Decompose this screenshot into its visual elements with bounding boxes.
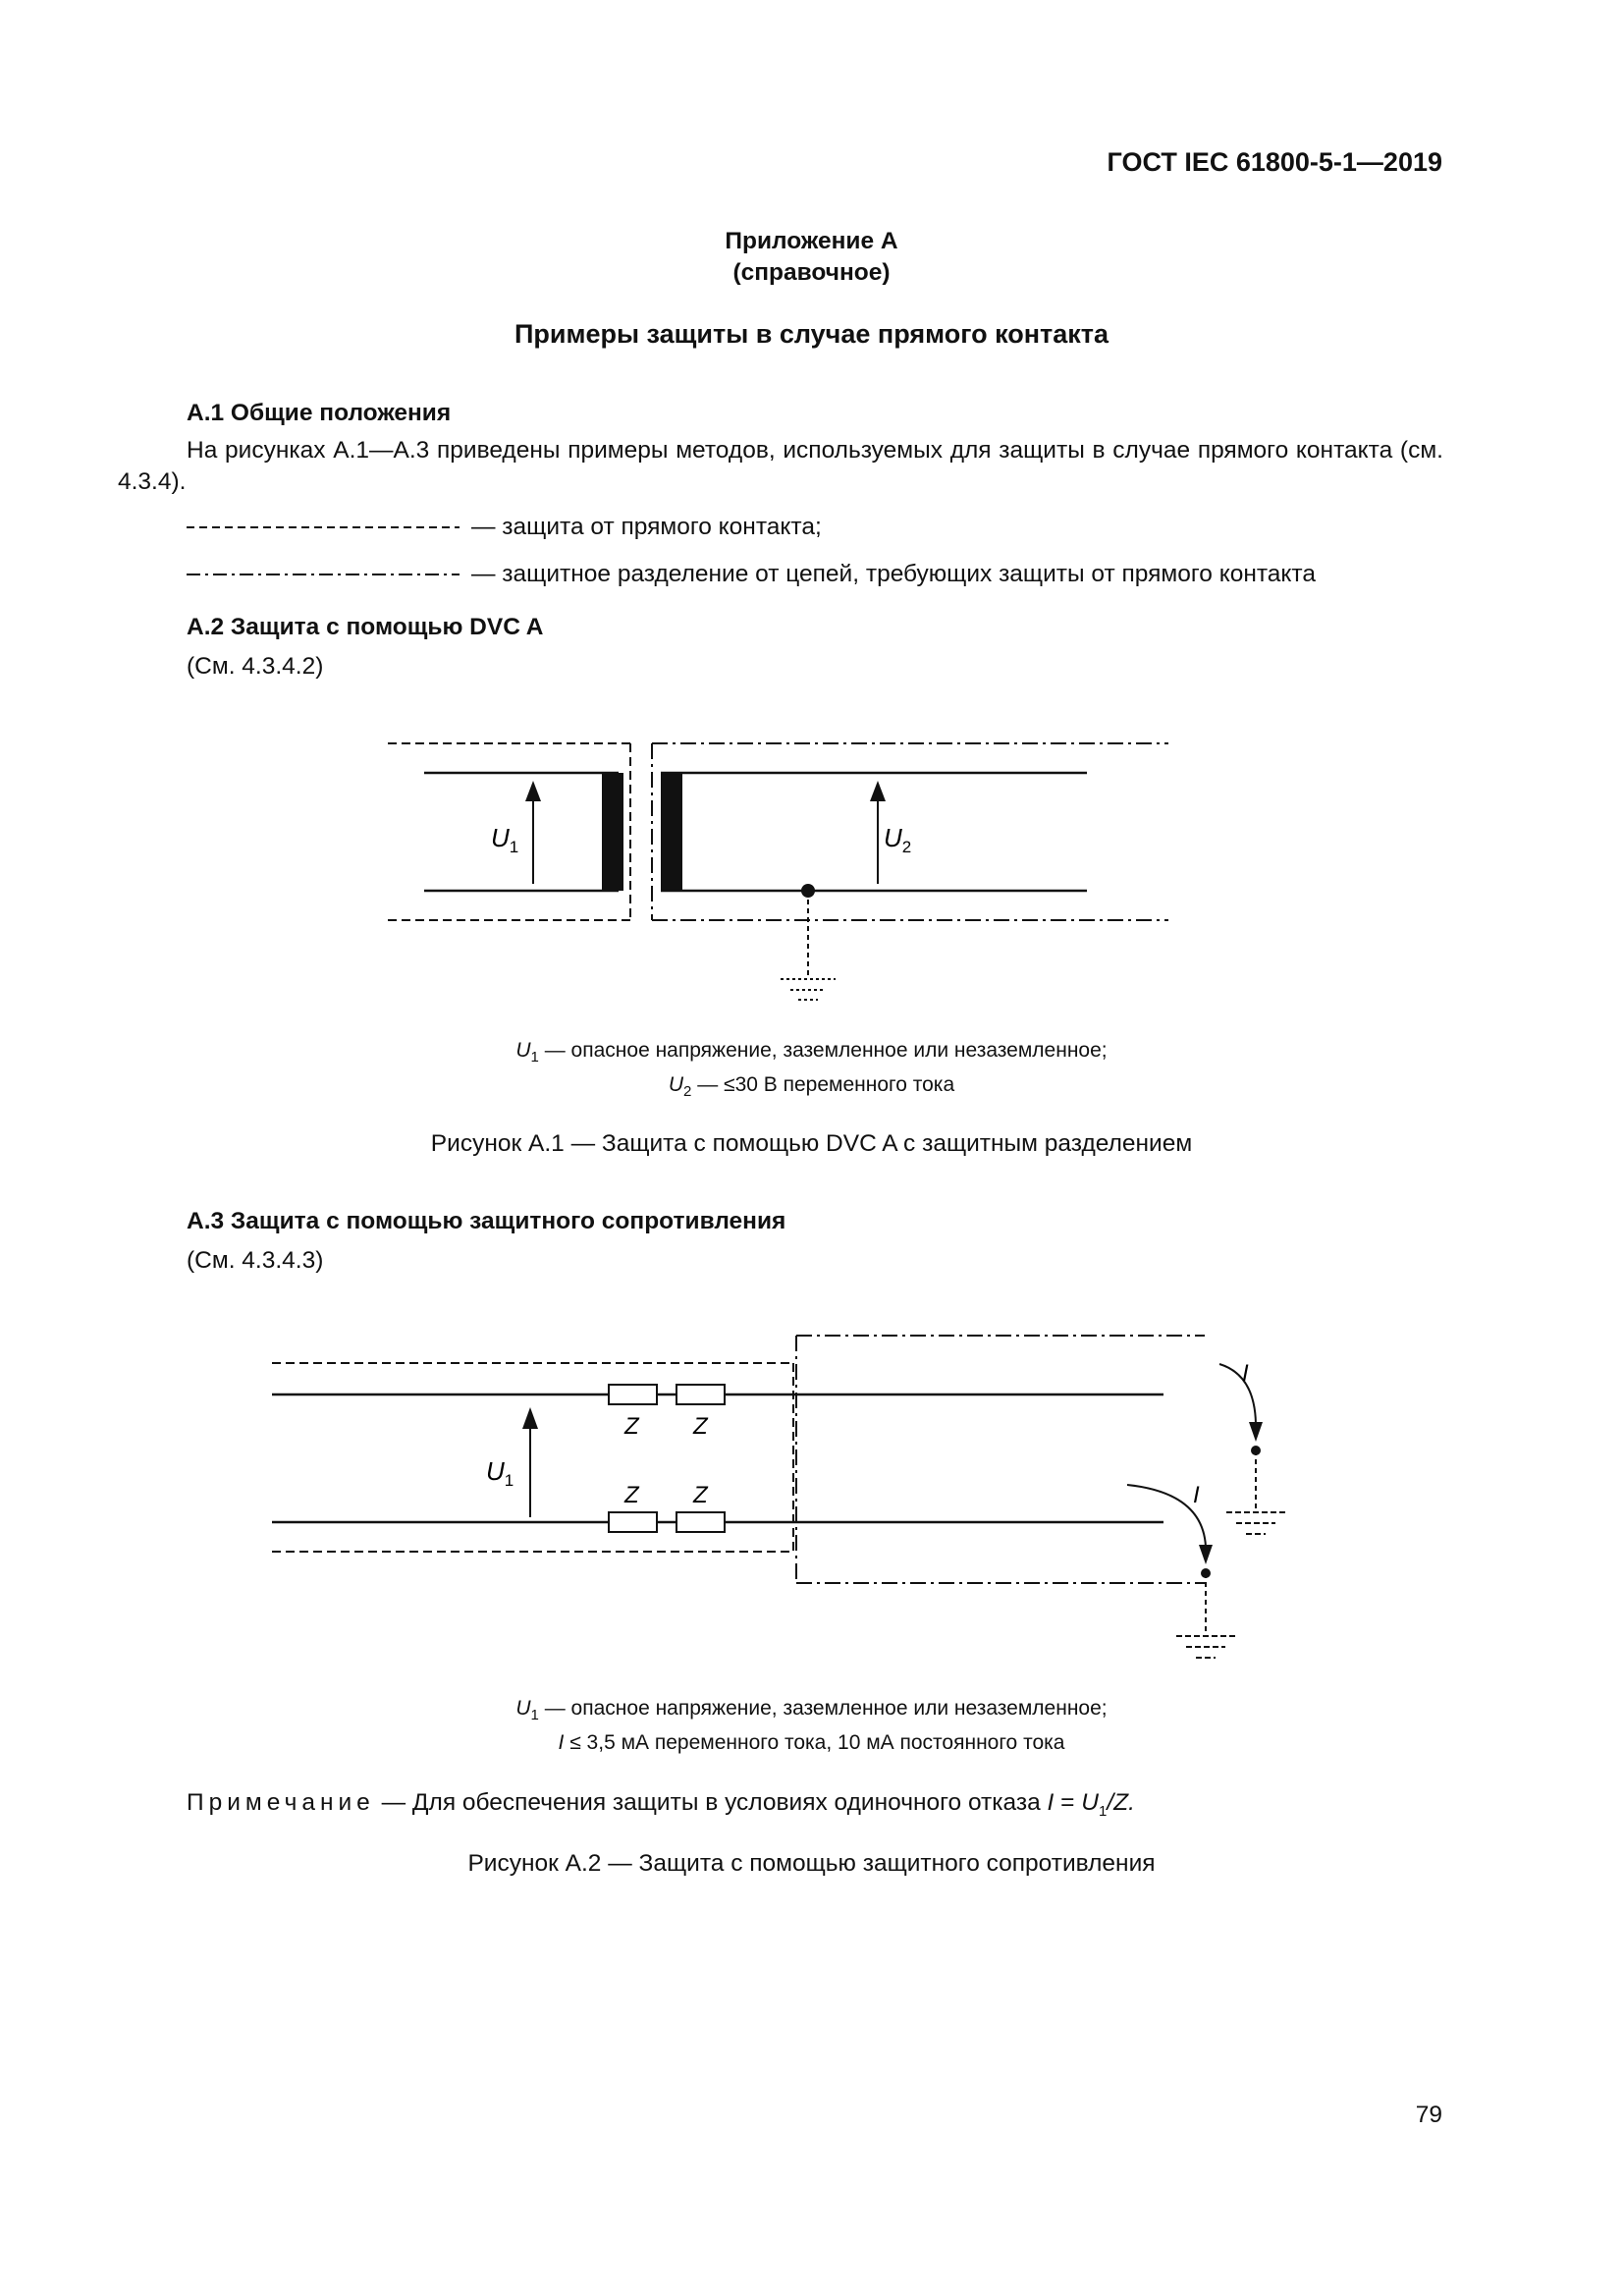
fig2-z-label-1: Z [624,1413,639,1440]
section-a1-text: На рисунках А.1—А.3 приведены примеры методов, используемых для защиты в случае прямого контакта (см. 4.3.4). [118,437,1443,495]
section-a2-heading: А.2 Защита с помощью DVC A [187,614,544,640]
section-a3-ref: (См. 4.3.4.3) [187,1247,324,1274]
fig2-resistor-4 [676,1512,725,1532]
fig2-i-label-1: I [1242,1360,1249,1387]
section-a3-heading: А.3 Защита с помощью защитного сопротивления [187,1208,786,1234]
section-a1-heading: А.1 Общие положения [187,400,452,426]
fig2-resistor-2 [676,1385,725,1404]
section-a2-ref: (См. 4.3.4.2) [187,653,324,680]
page-number: 79 [1415,2102,1442,2128]
fig2-legend-u1: $U_1$ — опасное напряжение, заземленное или незаземленное; [515,1697,1108,1724]
fig1-u2-label: $U_2$ [884,823,912,856]
fig1-legend-u2: $U_2$ — ≤30 В переменного тока [668,1073,955,1101]
fig2-u1-arrowhead [522,1407,538,1429]
fig2-current-arrowhead-2 [1199,1545,1213,1564]
figure-a1-caption: Рисунок А.1 — Защита с помощью DVC A с защитным разделением [430,1130,1193,1157]
fig2-i-label-2: I [1193,1482,1200,1508]
fig2-z-label-4: Z [693,1482,708,1508]
fig2-legend-i: I ≤ 3,5 мА переменного тока, 10 мА постоянного тока [558,1731,1065,1754]
fig2-resistor-1 [609,1385,657,1404]
fig2-current-arc-1 [1219,1364,1256,1424]
fig1-u1-label: $U_1$ [491,823,519,856]
fig2-z-label-3: Z [624,1482,639,1508]
fig2-z-label-2: Z [693,1413,708,1440]
appendix-title: Примеры защиты в случае прямого контакта [514,319,1109,349]
fig2-u1-label: $U_1$ [486,1456,514,1490]
fig1-legend-u1: $U_1$ — опасное напряжение, заземленное или незаземленное; [515,1039,1108,1066]
standard-number: ГОСТ IEC 61800-5-1—2019 [1107,147,1442,177]
fig2-current-arrowhead-1 [1249,1422,1263,1442]
fig2-resistor-3 [609,1512,657,1532]
appendix-kind: (справочное) [732,259,891,286]
appendix-label: Приложение А [725,228,898,254]
legend-dashed-text: — защита от прямого контакта; [471,514,822,540]
figure-a2-caption: Рисунок А.2 — Защита с помощью защитного сопротивления [467,1850,1156,1877]
figure-a2-note: Примечание — Для обеспечения защиты в условиях одиночного отказа $I = U_1/Z$. [187,1789,1135,1820]
legend-dashdot-text: — защитное разделение от цепей, требующих защиты от прямого контакта [471,561,1317,587]
